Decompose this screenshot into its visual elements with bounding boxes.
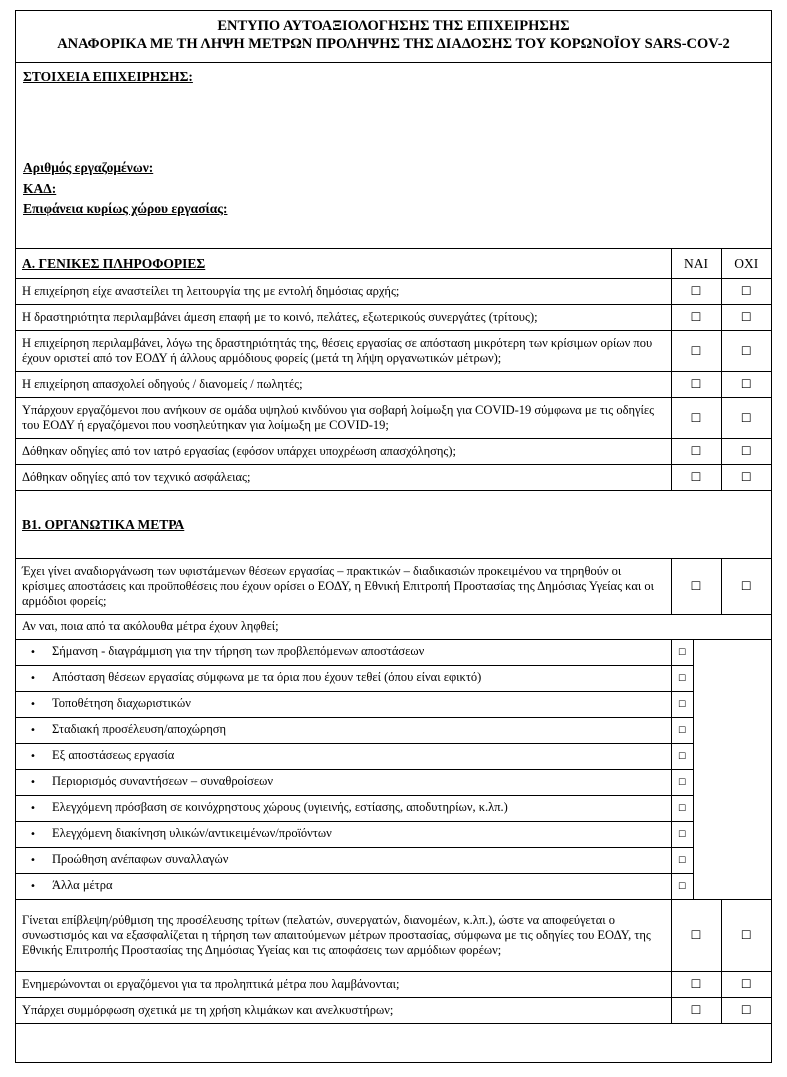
question-row — [16, 559, 771, 615]
checkbox-icon[interactable]: ☐ — [677, 829, 687, 840]
measure-row — [16, 873, 771, 899]
checkbox-icon[interactable]: ☐ — [677, 673, 687, 684]
company-details-heading: ΣΤΟΙΧΕΙΑ ΕΠΙΧΕΙΡΗΣΗΣ: — [23, 69, 193, 84]
measure-7: Ελεγχόμενη πρόσβαση σε κοινόχρηστους χώρους (υγιεινής, εστίασης, αποδυτηρίων, κ.λπ.) — [52, 800, 508, 814]
checkbox-icon[interactable]: ☐ — [690, 377, 702, 391]
measure-9: Προώθηση ανέπαφων συναλλαγών — [52, 852, 229, 866]
measure-row — [16, 769, 771, 795]
question-a5: Υπάρχουν εργαζόμενοι που ανήκουν σε ομάδα υψηλού κινδύνου για σοβαρή λοίμωξη για COVID-19 σύμφωνα με τις οδηγίες του ΕΟΔΥ ή εργαζόμενοι που νοσηλεύτηκαν για λοίμωξη με COVID-19; — [16, 398, 671, 439]
empty-row — [16, 1024, 771, 1064]
measures-table — [16, 639, 771, 900]
checkbox-icon[interactable]: ☐ — [740, 284, 752, 298]
question-row — [16, 372, 771, 398]
measure-row — [16, 639, 771, 665]
form-title-line2: ΑΝΑΦΟΡΙΚΑ ΜΕ ΤΗ ΛΗΨΗ ΜΕΤΡΩΝ ΠΡΟΛΗΨΗΣ ΤΗΣ ΔΙΑΔΟΣΗΣ ΤΟΥ ΚΟΡΩΝΟΪΟΥ SARS-COV-2 — [57, 36, 730, 52]
work-area-field[interactable]: Επιφάνεια κυρίως χώρου εργασίας: — [23, 201, 228, 216]
checkbox-icon[interactable]: ☐ — [690, 410, 702, 425]
bullet-icon: • — [30, 829, 36, 840]
checkbox-icon[interactable]: ☐ — [740, 928, 752, 942]
question-row — [16, 998, 771, 1024]
kad-field[interactable]: ΚΑΔ: — [23, 181, 57, 196]
checkbox-icon[interactable]: ☐ — [677, 647, 687, 658]
question-row — [16, 465, 771, 491]
question-row — [16, 331, 771, 372]
question-a2: Η δραστηριότητα περιλαμβάνει άμεση επαφή με το κοινό, πελάτες, εξωτερικούς συνεργάτες (τρίτους); — [16, 305, 671, 331]
section-b1-header-row — [16, 491, 771, 559]
questionnaire-table-continued — [16, 899, 771, 1064]
checkbox-icon[interactable]: ☐ — [740, 343, 752, 358]
checkbox-icon[interactable]: ☐ — [677, 881, 687, 892]
question-row — [16, 972, 771, 998]
checkbox-icon[interactable]: ☐ — [740, 410, 752, 425]
checkbox-icon[interactable]: ☐ — [677, 751, 687, 762]
measure-row — [16, 821, 771, 847]
bullet-icon: • — [30, 751, 36, 762]
measure-10: Άλλα μέτρα — [52, 878, 113, 893]
bullet-icon: • — [30, 673, 36, 684]
measure-row — [16, 743, 771, 769]
bullet-icon: • — [30, 777, 36, 788]
question-b1-4: Υπάρχει συμμόρφωση σχετικά με τη χρήση κλιμάκων και ανελκυστήρων; — [16, 998, 671, 1024]
company-details-section — [16, 63, 771, 249]
measure-1: Σήμανση - διαγράμμιση για την τήρηση των προβλεπόμενων αποστάσεων — [52, 644, 425, 658]
measure-4: Σταδιακή προσέλευση/αποχώρηση — [52, 722, 227, 736]
checkbox-icon[interactable]: ☐ — [690, 928, 702, 942]
employees-count-field[interactable]: Αριθμός εργαζομένων: — [23, 160, 154, 175]
checkbox-icon[interactable]: ☐ — [740, 579, 752, 593]
measure-row — [16, 717, 771, 743]
question-row — [16, 398, 771, 439]
measure-3: Τοποθέτηση διαχωριστικών — [52, 696, 191, 710]
checkbox-icon[interactable]: ☐ — [690, 977, 702, 991]
measure-row — [16, 847, 771, 873]
question-a4: Η επιχείρηση απασχολεί οδηγούς / διανομείς / πωλητές; — [16, 372, 671, 398]
question-a3: Η επιχείρηση περιλαμβάνει, λόγω της δραστηριότητάς της, θέσεις εργασίας σε απόσταση μικρότερη των κρίσιμων ορίων που έχουν οριστεί από τον ΕΟΔΥ ή άλλους αρμόδιους φορείς (μετά τη λήψη οργανωτικών μέτρων); — [16, 331, 671, 372]
measure-2: Απόσταση θέσεων εργασίας σύμφωνα με τα όρια που έχουν τεθεί (όπου είναι εφικτό) — [52, 670, 482, 684]
checkbox-icon[interactable]: ☐ — [690, 343, 702, 358]
checkbox-icon[interactable]: ☐ — [690, 1003, 702, 1017]
form-title-line1: ΕΝΤΥΠΟ ΑΥΤΟΑΞΙΟΛΟΓΗΣΗΣ ΤΗΣ ΕΠΙΧΕΙΡΗΣΗΣ — [217, 18, 570, 34]
checkbox-icon[interactable]: ☐ — [740, 377, 752, 391]
form-title — [16, 11, 771, 63]
question-row — [16, 279, 771, 305]
if-yes-row — [16, 615, 771, 639]
question-row — [16, 900, 771, 972]
question-b1-3: Ενημερώνονται οι εργαζόμενοι για τα προληπτικά μέτρα που λαμβάνονται; — [16, 972, 671, 998]
checkbox-icon[interactable]: ☐ — [740, 444, 752, 458]
question-b1-2: Γίνεται επίβλεψη/ρύθμιση της προσέλευσης τρίτων (πελατών, συνεργατών, διανομέων, κ.λπ.), ώστε να αποφεύγεται ο συνωστισμός και να εξασφαλίζεται η τήρηση των απαιτούμενων μέτρων προστασίας, σύμφωνα με τις οδηγίες του ΕΟΔΥ, της Εθνικής Επιτροπής Προστασίας της Δημόσιας Υγείας και τις αποφάσεις των αρμόδιων φορέων; — [16, 900, 671, 972]
checkbox-icon[interactable]: ☐ — [677, 855, 687, 866]
question-a7: Δόθηκαν οδηγίες από τον τεχνικό ασφάλειας; — [16, 465, 671, 491]
measure-row — [16, 665, 771, 691]
checkbox-icon[interactable]: ☐ — [690, 579, 702, 593]
checkbox-icon[interactable]: ☐ — [677, 777, 687, 788]
checkbox-icon[interactable]: ☐ — [677, 699, 687, 710]
checkbox-icon[interactable]: ☐ — [740, 1003, 752, 1017]
bullet-icon: • — [30, 699, 36, 710]
measure-5: Εξ αποστάσεως εργασία — [52, 748, 175, 762]
yes-column-header: ΝΑΙ — [671, 249, 721, 279]
checkbox-icon[interactable]: ☐ — [677, 803, 687, 814]
measure-8: Ελεγχόμενη διακίνηση υλικών/αντικειμένων/προϊόντων — [52, 826, 332, 840]
question-row — [16, 439, 771, 465]
measure-6: Περιορισμός συναντήσεων – συναθροίσεων — [52, 774, 274, 788]
bullet-icon: • — [30, 725, 36, 736]
questionnaire-table — [16, 248, 771, 639]
self-assessment-form — [15, 10, 772, 1063]
question-b1-1: Έχει γίνει αναδιοργάνωση των υφιστάμενων θέσεων εργασίας – πρακτικών – διαδικασιών προκειμένου να τηρηθούν οι κρίσιμες αποστάσεις και προϋποθέσεις που έχουν ορίσει ο ΕΟΔΥ, η Εθνική Επιτροπή Προστασίας της Δημόσιας Υγείας και οι αρμόδιοι φορείς; — [16, 559, 671, 615]
checkbox-icon[interactable]: ☐ — [740, 310, 752, 324]
section-a-heading: Α. ΓΕΝΙΚΕΣ ΠΛΗΡΟΦΟΡΙΕΣ — [22, 255, 206, 271]
question-row — [16, 305, 771, 331]
checkbox-icon[interactable]: ☐ — [690, 444, 702, 458]
measure-row — [16, 691, 771, 717]
checkbox-icon[interactable]: ☐ — [740, 977, 752, 991]
bullet-icon: • — [30, 647, 36, 658]
measure-row — [16, 795, 771, 821]
no-column-header: ΟΧΙ — [721, 249, 771, 279]
bullet-icon: • — [30, 855, 36, 866]
bullet-icon: • — [30, 803, 36, 814]
section-a-header-row — [16, 249, 771, 279]
checkbox-icon[interactable]: ☐ — [690, 284, 702, 298]
question-a6: Δόθηκαν οδηγίες από τον ιατρό εργασίας (εφόσον υπάρχει υποχρέωση απασχόλησης); — [16, 439, 671, 465]
checkbox-icon[interactable]: ☐ — [690, 310, 702, 324]
checkbox-icon[interactable]: ☐ — [690, 470, 702, 484]
question-a1: Η επιχείρηση είχε αναστείλει τη λειτουργία της με εντολή δημόσιας αρχής; — [16, 279, 671, 305]
checkbox-icon[interactable]: ☐ — [677, 725, 687, 736]
section-b1-heading: Β1. ΟΡΓΑΝΩΤΙΚΑ ΜΕΤΡΑ — [22, 517, 185, 532]
bullet-icon: • — [30, 881, 36, 893]
if-yes-prompt: Αν ναι, ποια από τα ακόλουθα μέτρα έχουν ληφθεί; — [16, 615, 771, 639]
checkbox-icon[interactable]: ☐ — [740, 470, 752, 484]
